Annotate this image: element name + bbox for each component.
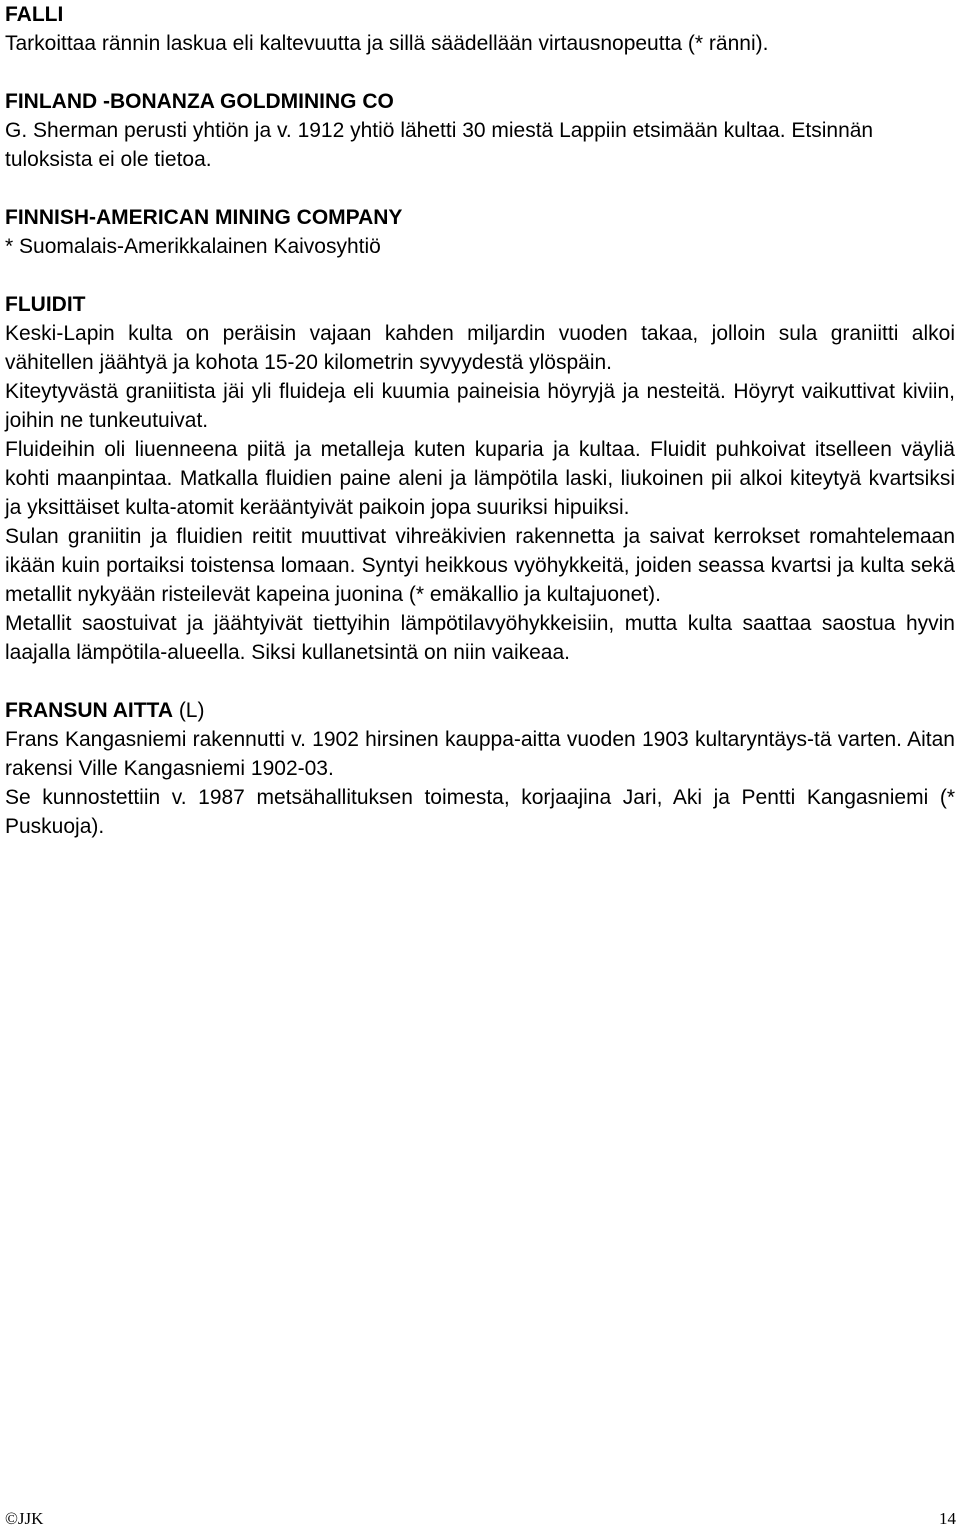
entry-finland-bonanza — [5, 87, 955, 174]
entry-paragraph: Kiteytyvästä graniitista jäi yli fluideja eli kuumia paineisia höyryjä ja nesteitä. Höyryt vaikuttivat kiviin, joihin ne tunkeutuivat. — [5, 380, 955, 432]
entry-finnish-american — [5, 203, 955, 261]
entry-falli — [5, 0, 955, 58]
entry-paragraph: Tarkoittaa rännin laskua eli kaltevuutta ja sillä säädellään virtausnopeutta (* ränni). — [5, 32, 769, 55]
footer-copyright: ©JJK — [5, 1509, 44, 1528]
entry-heading: FINLAND -BONANZA GOLDMINING CO — [5, 90, 394, 113]
entry-paragraph: Frans Kangasniemi rakennutti v. 1902 hirsinen kauppa-aitta vuoden 1903 kultaryntäys-tä varten. Aitan rakensi Ville Kangasniemi 1902-03. — [5, 728, 955, 780]
entry-paragraph: G. Sherman perusti yhtiön ja v. 1912 yhtiö lähetti 30 miestä Lappiin etsimään kultaa. Etsinnän tuloksista ei ole tietoa. — [5, 119, 874, 171]
page-footer — [0, 1508, 960, 1530]
entry-heading: FLUIDIT — [5, 293, 86, 316]
entry-paragraph: Keski-Lapin kulta on peräisin vajaan kahden miljardin vuoden takaa, jolloin sula graniitti alkoi vähitellen jäähtyä ja kohota 15-20 kilometrin syvyydestä ylöspäin. — [5, 322, 955, 374]
entry-heading-suffix: (L) — [172, 699, 205, 722]
entry-fransun-aitta — [5, 696, 955, 841]
entry-paragraph: * Suomalais-Amerikkalainen Kaivosyhtiö — [5, 235, 381, 258]
entry-fluidit — [5, 290, 955, 667]
entry-paragraph: Sulan graniitin ja fluidien reitit muuttivat vihreäkivien rakennetta ja saivat kerrokset romahtelemaan ikään kuin portaiksi toistensa lomaan. Syntyi heikkous vyöhykkeitä, joiden seassa kvartsi ja kulta sekä metallit nykyään risteilevät kapeina juonina (* emäkallio ja kultajuonet). — [5, 525, 955, 606]
entry-heading — [5, 696, 955, 725]
entry-paragraph: Metallit saostuivat ja jäähtyivät tiettyihin lämpötilavyöhykkeisiin, mutta kulta saattaa saostua hyvin laajalla lämpötila-alueella. Siksi kullanetsintä on niin vaikeaa. — [5, 612, 955, 664]
entry-heading: FALLI — [5, 3, 64, 26]
entry-paragraph: Fluideihin oli liuenneena piitä ja metalleja kuten kuparia ja kultaa. Fluidit puhkoivat itselleen väyliä kohti maanpintaa. Matkalla fluidien paine aleni ja lämpötila laski, liukoinen pii alkoi kiteytyä kvartsiksi ja yksittäiset kulta-atomit kerääntyivät paikoin jopa suuriksi hipuiksi. — [5, 438, 955, 519]
page-number: 14 — [939, 1509, 956, 1528]
entry-paragraph: Se kunnostettiin v. 1987 metsähallituksen toimesta, korjaajina Jari, Aki ja Pentti Kangasniemi (* Puskuoja). — [5, 786, 955, 838]
entry-heading: FINNISH-AMERICAN MINING COMPANY — [5, 206, 403, 229]
entry-heading-text: FRANSUN AITTA — [5, 699, 173, 722]
document-page — [5, 0, 955, 841]
